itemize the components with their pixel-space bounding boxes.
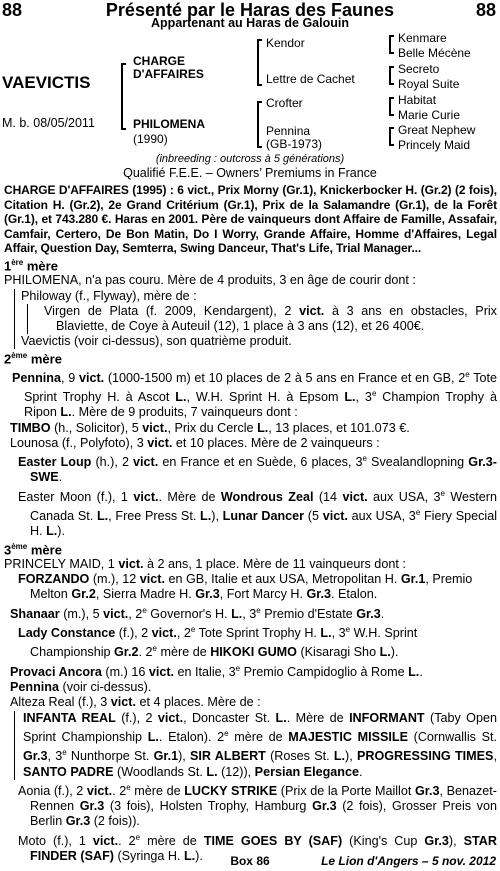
- dam-dam: Pennina (GB-1973): [266, 124, 323, 151]
- gen3-8: Princely Maid: [398, 138, 471, 152]
- owner-subtitle: Appartenant au Haras de Galouin: [151, 16, 349, 30]
- second-dam-heading: 2ème mère: [4, 351, 62, 367]
- catalogue-body: [4, 183, 497, 864]
- horse-info: M. b. 08/05/2011: [2, 116, 95, 130]
- first-dam-heading: 1ère mère: [4, 257, 58, 274]
- third-dam-produce: FORZANDO (m.), 12 vict. en GB, Italie et aux USA, Metropolitan H. Gr.1, Premio Melton Gr.2, Sierra Madre H. Gr.3, Fort Marcy H. Gr.3. Etalon. Shanaar (m.), 5 vict., 2e Governor's H. L., 3e Premio d'Estate Gr.3. Lady Constance (f.), 2 vict., 2e Tote Sprint Trophy H. L., 3e W.H. Sprint Championship Gr.2. 2e mère de HIKOKI GUMO (Kisaragi Sho L.). Provaci Ancora (m.) 16 vict. en Italie, 3e Premio Campidoglio à Rome L.. Pennina (voir ci-dessus). Alteza Real (f.), 3 vict. et 4 places. Mère de : INFANTA REAL (f.), 2 vict., Doncaster St. L.. Mère de INFORMANT (Taby Open Sprint Championship L.. Etalon). 2e mère de MAJESTIC MISSILE (Cornwallis St. Gr.3, 3e Nunthorpe St. Gr.1), SIR ALBERT (Roses St. L.), PROGRESSING TIMES, SANTO PADRE (Woodlands St. L. (12)), Persian Elegance. Aonia (f.), 2 vict.. 2e mère de LUCKY STRIKE (Prix de la Porte Maillot Gr.3, Benazet-Rennen Gr.3 (3 fois), Holsten Trophy, Hamburg Gr.3 (2 fois), Grosser Preis von Berlin Gr.3 (2 fois)). Moto (f.), 1 vict.. 2e mère de TIME GOES BY (SAF) (King's Cup Gr.3), STAR FINDER (SAF) (Syringa H. L.).: [10, 572, 497, 863]
- box-number: Box 86: [230, 854, 270, 868]
- sire-dam: Lettre de Cachet: [266, 72, 355, 86]
- gen3-4: Royal Suite: [398, 77, 460, 91]
- third-dam-text: PRINCELY MAID, 1 vict. à 2 ans, 1 place. Mère de 11 vainqueurs dont :: [4, 556, 406, 571]
- dam-name: PHILOMENA: [133, 117, 205, 131]
- gen3-3: Secreto: [398, 62, 440, 76]
- inbreeding-note: (inbreeding : outcross à 5 générations): [155, 153, 345, 165]
- dam-sire: Crofter: [266, 96, 303, 110]
- qualification-note: Qualifié F.E.E. – Owners’ Premiums in France: [123, 166, 377, 180]
- gen3-7: Great Nephew: [398, 123, 476, 137]
- first-dam-text: PHILOMENA, n'a pas couru. Mère de 4 produits, 3 en âge de courir dont :: [4, 273, 416, 288]
- second-dam-produce: TIMBO (h., Solicitor), 5 vict., Prix du Cercle L., 13 places, et 101.073 €. Lounosa (f., Polyfoto), 3 vict. et 10 places. Mère de 2 vainqueurs : Easter Loup (h.), 2 vict. en France et en Suède, 6 places, 3e Svealandlopning Gr.3-SWE. Easter Moon (f.), 1 vict.. Mère de Wondrous Zeal (14 vict. aux USA, 3e Western Canada St. L., Free Press St. L.), Lunar Dancer (5 vict. aux USA, 3e Fiery Special H. L.).: [10, 420, 497, 539]
- horse-name: VAEVICTIS: [2, 73, 91, 92]
- lot-number-right: 88: [475, 0, 496, 20]
- sire-name: CHARGE D'AFFAIRES: [133, 54, 204, 81]
- sire-record: CHARGE D'AFFAIRES (1995) : 6 vict., Prix Morny (Gr.1), Knickerbocker H. (Gr.2) (2 fois), Citation H. (Gr.2), 2e Grand Critérium (Gr.1), Prix de la Salamandre (Gr.1), de la Forêt (Gr.1), et 743.280 €. Haras en 2001. Père de vainqueurs dont Affaire de Famille, Assafair, Camfair, Certero, De Bon Matin, Do I Worry, Grande Affaire, Homme d'Affaires, Legal Affair, Question Day, Semterra, Swing Danceur, That's Life, Trial Manager...: [4, 183, 497, 256]
- dam-year: (1990): [133, 132, 168, 146]
- sire-sire: Kendor: [266, 36, 305, 50]
- gen3-6: Marie Curie: [398, 108, 461, 122]
- third-dam-heading: 3ème mère: [4, 541, 62, 557]
- gen3-1: Kenmare: [398, 31, 447, 45]
- gen3-2: Belle Mécène: [398, 46, 471, 60]
- second-dam-text: Pennina, 9 vict. (1000-1500 m) et 10 places de 2 à 5 ans en France et en GB, 2e Tote Sprint Trophy H. à Ascot L., W.H. Sprint H. à Epsom L., 3e Champion Trophy à Ripon L.. Mère de 9 produits, 7 vainqueurs dont :: [12, 369, 498, 420]
- sale-place-date: Le Lion d'Angers – 5 nov. 2012: [321, 854, 496, 868]
- lot-number-left: 88: [2, 0, 23, 20]
- gen3-5: Habitat: [398, 93, 437, 107]
- page-title: Présenté par le Haras des Faunes: [105, 0, 395, 20]
- first-dam-produce: Philoway (f., Flyway), mère de : Virgen de Plata (f. 2009, Kendargent), 2 vict. à 3 ans en obstacles, Prix Blaviette, de Coye à Auteuil (12), 1 place à 3 ans (12), et 26 400€. Vaevictis (voir ci-dessus), son quatrième produit.: [14, 289, 497, 350]
